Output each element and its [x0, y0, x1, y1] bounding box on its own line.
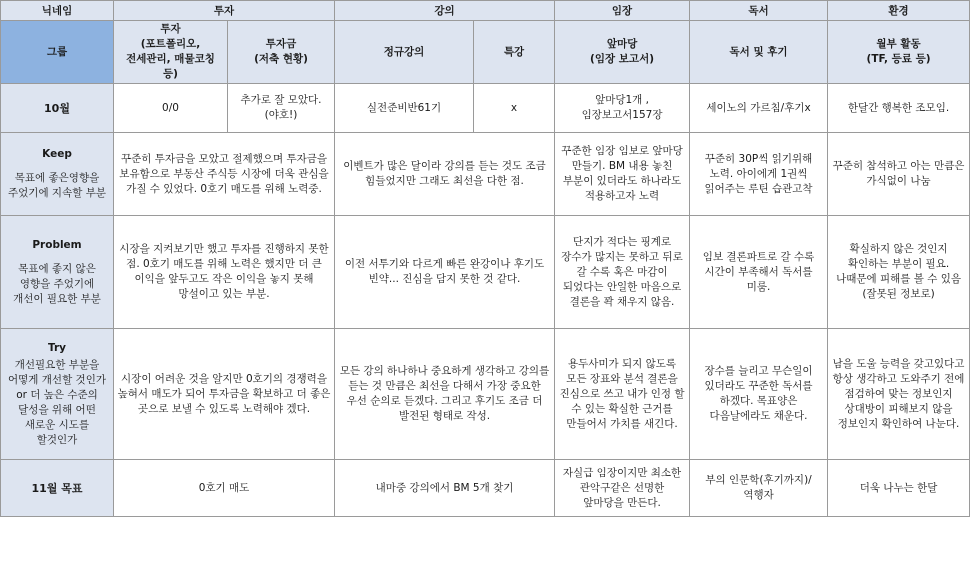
october-imjang: 앞마당1개 ,임장보고서157장: [555, 84, 690, 133]
problem-title: Problem: [32, 238, 82, 251]
november-label: 11월 목표: [1, 460, 114, 517]
try-title: Try: [47, 341, 67, 354]
october-environment: 한달간 행복한 조모임.: [828, 84, 970, 133]
november-row: [1, 460, 970, 517]
try-row: [1, 329, 970, 460]
keep-lecture: 이벤트가 많은 달이라 강의를 듣는 것도 조금 힘들었지만 그래도 최선을 다한 점.: [335, 133, 555, 216]
subheader-group: 그룹: [1, 21, 114, 84]
try-imjang: 용두사미가 되지 않도록 모든 장표와 분석 결론을 진심으로 쓰고 내가 인정 할 수 있는 확실한 근거를 만들어서 가치를 새긴다.: [555, 329, 690, 460]
november-environment: 더욱 나누는 한달: [828, 460, 970, 517]
try-description: 개선필요한 부분을 어떻게 개선할 것인가 or 더 높은 수준의 달성을 위해 어떤 새로운 시도를 할것인가: [8, 358, 106, 446]
keep-label-cell: [1, 133, 114, 216]
problem-label-cell: [1, 216, 114, 329]
october-regular-lecture: 실전준비반61기: [335, 84, 474, 133]
problem-description: 목표에 좋지 않은 영향을 주었기에 개선이 필요한 부분: [13, 262, 101, 305]
subheader-invest-portfolio: 투자 (포트폴리오, 전세관리, 매물코칭 등): [114, 21, 228, 84]
subheader-row: [1, 21, 970, 84]
november-reading: 부의 인문학(후기까지)/역행자: [690, 460, 828, 517]
try-lecture: 모든 강의 하나하나 중요하게 생각하고 강의를 듣는 것 만큼은 최선을 다해서 가장 중요한 우선 순의로 듣겠다. 그리고 후기도 조금 더 발전된 형태로 작성.: [335, 329, 555, 460]
october-special-lecture: x: [474, 84, 555, 133]
header-lecture: 강의: [335, 1, 555, 21]
october-row: [1, 84, 970, 133]
october-label: 10월: [1, 84, 114, 133]
try-label-cell: [1, 329, 114, 460]
keep-imjang: 꾸준한 임장 임보로 앞마당 만들기. BM 내용 놓친 부분이 있더라도 하나라도 적용하고자 노력: [555, 133, 690, 216]
october-savings: 추가로 잘 모았다.(야호!): [228, 84, 335, 133]
header-investment: 투자: [114, 1, 335, 21]
header-imjang: 임장: [555, 1, 690, 21]
header-reading: 독서: [690, 1, 828, 21]
november-lecture: 내마중 강의에서 BM 5개 찾기: [335, 460, 555, 517]
subheader-monthly-activity: 월부 활동 (TF, 등료 등): [828, 21, 970, 84]
try-invest: 시장이 어려운 것을 알지만 0호기의 경쟁력을 높혀서 매도가 되어 투자금을 확보하고 더 좋은 곳으로 보낼 수 있도록 노력해야 겠다.: [114, 329, 335, 460]
subheader-apmadang: 앞마당 (임장 보고서): [555, 21, 690, 84]
subheader-special-lecture: 특강: [474, 21, 555, 84]
category-header-row: [1, 1, 970, 21]
try-reading: 장수를 늘리고 무슨일이 있더라도 꾸준한 독서를 하겠다. 목표양은 다음날에라도 채운다.: [690, 329, 828, 460]
keep-title: Keep: [42, 148, 72, 160]
keep-description: 목표에 좋은영향을 주었기에 지속할 부분: [8, 172, 106, 199]
subheader-savings: 투자금 (저축 현황): [228, 21, 335, 84]
problem-invest: 시장을 지켜보기만 했고 투자를 진행하지 못한 점. 0호기 매도를 위해 노력은 했지만 더 큰 이익을 앞두고도 작은 이익을 놓지 못해 망설이고 있는 부분.: [114, 216, 335, 329]
problem-row: [1, 216, 970, 329]
subheader-regular-lecture: 정규강의: [335, 21, 474, 84]
problem-reading: 임보 결론파트로 갈 수록 시간이 부족해서 독서를 미룸.: [690, 216, 828, 329]
header-environment: 환경: [828, 1, 970, 21]
header-nickname: 닉네임: [1, 1, 114, 21]
keep-environment: 꾸준히 참석하고 아는 만큼은 가식없이 나눔: [828, 133, 970, 216]
keep-row: [1, 133, 970, 216]
october-invest: 0/0: [114, 84, 228, 133]
november-invest: 0호기 매도: [114, 460, 335, 517]
problem-imjang: 단지가 적다는 핑계로 장수가 많지는 못하고 뒤로 갈 수록 혹은 마감이 되었다는 안일한 마음으로 결론을 꽉 채우지 않음.: [555, 216, 690, 329]
october-reading: 세이노의 가르침/후기x: [690, 84, 828, 133]
problem-environment: 확실하지 않은 것인지 확인하는 부분이 필요. 나때문에 피해를 볼 수 있음(잘못된 정보로): [828, 216, 970, 329]
keep-invest: 꾸준히 투자금을 모았고 절제했으며 투자금을 보유함으로 부동산 주식등 시장에 더욱 관심을 가질 수 있었다. 0호기 매도를 위해 노력중.: [114, 133, 335, 216]
subheader-reading-review: 독서 및 후기: [690, 21, 828, 84]
november-imjang: 자실급 임장이지만 최소한 관악구같은 선명한 앞마당을 만든다.: [555, 460, 690, 517]
problem-lecture: 이전 서투기와 다르게 빠른 완강이나 후기도 빈약... 진심을 담지 못한 것 같다.: [335, 216, 555, 329]
try-environment: 남을 도울 능력을 갖고있다고 항상 생각하고 도와주기 전에 점검하여 맞는 정보인지 상대방이 피해보지 않을 정보인지 확인하여 나눈다.: [828, 329, 970, 460]
keep-reading: 꾸준히 30P씩 읽기위해 노력. 아이에게 1권씩 읽어주는 루틴 습관고착: [690, 133, 828, 216]
